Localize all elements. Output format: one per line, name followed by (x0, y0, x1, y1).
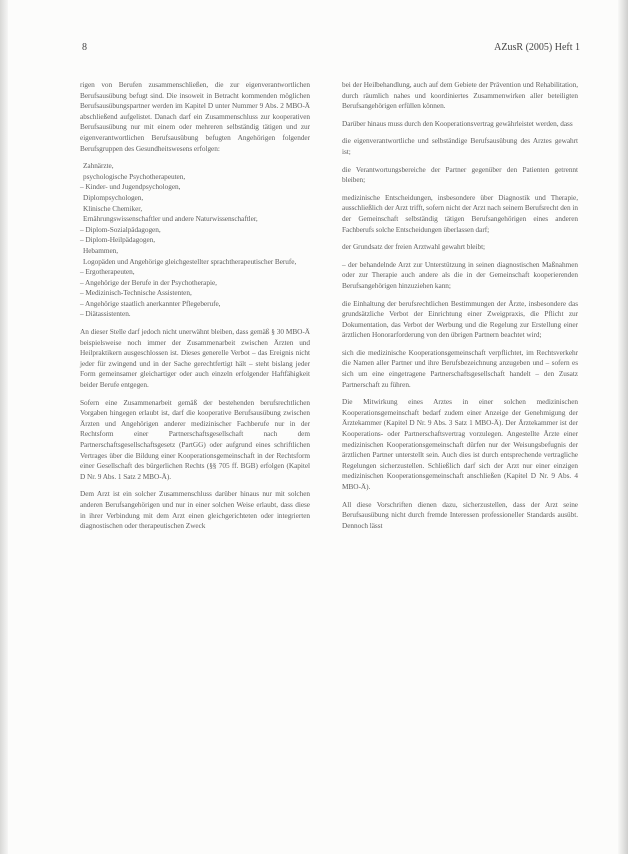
requirement-item: die Einhaltung der berufsrechtlichen Bestimmungen der Ärzte, insbesondere das grundsätzliche Verbot der Einrichtung einer Zweigpraxis, die Pflicht zur Dokumentation, das Verbot der Werbung und die Regelung zur Erstellung einer ärztlichen Honorarforderung von den übrigen Partnern beachtet wird; (342, 298, 578, 340)
list-item: – Angehörige staatlich anerkannter Pflegeberufe, (80, 298, 221, 308)
list-item: Hebammen, (83, 245, 119, 255)
left-paragraph-1: rigen von Berufen zusammenschließen, die zur eigenverantwortlichen Berufsausübung befugt sind. Die insoweit in Betracht kommenden möglichen Berufsausübungspartner werden im Kapitel D unter Nummer 9 Abs. 2 MBO-Ä abschließend aufgelistet. Danach darf ein Zusammenschluss zur kooperativen Berufsausübung nur mit einem oder mehreren selbständig tätigen und zur eigenverantwortlichen Berufsausübung befugten Angehörigen folgender Berufsgruppen des Gesundheitswesens erfolgen: (80, 80, 310, 153)
list-item: psychologische Psychotherapeuten, (83, 171, 186, 181)
running-header: AZusR (2005) Heft 1 (494, 42, 580, 53)
requirement-item: sich die medizinische Kooperationsgemeinschaft verpflichtet, im Rechtsverkehr die Namen aller Partner und ihre Berufsbezeichnung anzugeben und – sofern es sich um eine eingetragene Partnerschaftsgesellschaft handelt – den Zusatz Partnerschaft zu führen. (342, 347, 578, 389)
list-item: Diplompsychologen, (83, 192, 144, 202)
right-paragraph-4: All diese Vorschriften dienen dazu, sicherzustellen, dass der Arzt seine Berufsausübung nicht durch fremde Interessen professioneller Standards ausübt. Dennoch lässt (342, 499, 578, 530)
left-paragraph-4: Dem Arzt ist ein solcher Zusammenschluss darüber hinaus nur mit solchen anderen Berufsangehörigen und nur in einer solchen Weise erlaubt, dass diese in ihrer Verbindung mit dem Arzt einen gleichgerichteten oder integrierten diagnostischen oder therapeutischen Zweck (80, 489, 310, 531)
requirement-item: – der behandelnde Arzt zur Unterstützung in seinen diagnostischen Maßnahmen oder zur Therapie auch andere als die in der Gemeinschaft kooperierenden Berufsangehörigen hinzuziehen kann; (342, 259, 578, 290)
right-paragraph-3: Die Mitwirkung eines Arztes in einer solchen medizinischen Kooperationsgemeinschaft bedarf zudem einer Anzeige der Genehmigung der Ärztekammer (Kapitel D Nr. 9 Abs. 3 Satz 1 MBO-Ä). Der Ärztekammer ist der Kooperations- oder Partnerschaftsvertrag vorzulegen. Angestellte Ärzte einer medizinischen Kooperationsgemeinschaft dürfen nur der Weisungsbefugnis der ärztlichen Partner unterstellt sein. Auch dies ist durch entsprechende vertragliche Regelungen sicherzustellen. Schließlich darf sich der Arzt nur einer einzigen medizinischen Kooperationsgemeinschaft anschließen (Kapitel D Nr. 9 Abs. 4 MBO-Ä). (342, 397, 578, 491)
profession-list (80, 161, 310, 320)
requirement-item: der Grundsatz der freien Arztwahl gewahrt bleibt; (342, 242, 486, 252)
right-paragraph-2: Darüber hinaus muss durch den Kooperationsvertrag gewährleistet werden, dass (342, 118, 573, 128)
list-item: Klinische Chemiker, (83, 203, 143, 213)
list-item: Zahnärzte, (83, 161, 114, 171)
requirement-item: die eigenverantwortliche und selbständige Berufsausübung des Arztes gewahrt ist; (342, 136, 578, 156)
list-item: – Diplom-Heilpädagogen, (80, 235, 156, 245)
list-item: – Diplom-Sozialpädagogen, (80, 224, 161, 234)
right-column (342, 80, 578, 538)
left-paragraph-3: Sofern eine Zusammenarbeit gemäß der bestehenden berufsrechtlichen Vorgaben hingegen erlaubt ist, darf die kooperative Berufsausübung zwischen Ärzten und Angehörigen anderer medizinischer Fachberufe nur in der Rechtsform einer Partnerschaftsgesellschaft nach dem Partnerschaftsgesellschaftsgesetz (PartGG) oder aufgrund eines schriftlichen Vertrages über die Bildung einer Kooperationsgemeinschaft in der Rechtsform einer Gesellschaft des bürgerlichen Rechts (§§ 705 ff. BGB) erfolgen (Kapitel D Nr. 9 Abs. 1 Satz 2 MBO-Ä). (80, 397, 310, 481)
list-item: – Kinder- und Jugendpsychologen, (80, 182, 181, 192)
left-paragraph-2: An dieser Stelle darf jedoch nicht unerwähnt bleiben, dass gemäß § 30 MBO-Ä beispielsweise noch immer der Zusammenarbeit zwischen Ärzten und Heilpraktikern ausgeschlossen ist. Dieses generelle Verbot – das Ereignis nicht jeder für zwingend und in der Sache gerechtfertigt hält – steht bislang jeder Form gemeinsamer gleichartiger oder auch einzeln erfolgender Haftfähigkeit beider Berufe entgegen. (80, 327, 310, 390)
list-item: Logopäden und Angehörige gleichgestellter sprachtherapeutischer Berufe, (83, 256, 297, 266)
page-number: 8 (82, 42, 87, 53)
list-item: – Diätassistenten. (80, 309, 131, 319)
list-item: – Ergotherapeuten, (80, 267, 135, 277)
scan-shadow-right (618, 0, 628, 854)
left-column (80, 80, 310, 539)
list-item: Ernährungswissenschaftler und andere Naturwissenschaftler, (83, 214, 258, 224)
requirement-item: die Verantwortungsbereiche der Partner gegenüber den Patienten getrennt bleiben; (342, 164, 578, 185)
right-paragraph-1: bei der Heilbehandlung, auch auf dem Gebiete der Prävention und Rehabilitation, durch räumlich nahes und koordiniertes Zusammenwirken aller beteiligten Berufsangehörigen erfüllen können. (342, 80, 578, 111)
scan-shadow-left (0, 0, 8, 854)
list-item: – Angehörige der Berufe in der Psychotherapie, (80, 277, 217, 287)
requirement-item: medizinische Entscheidungen, insbesondere über Diagnostik und Therapie, ausschließlich der Arzt trifft, sofern nicht der Arzt nach seinem Berufsrecht den in der Gemeinschaft selbständig tätigen Berufsangehörigen eines anderen Fachberufs solche Entscheidungen überlassen darf; (342, 192, 578, 234)
list-item: – Medizinisch-Technische Assistenten, (80, 288, 192, 298)
